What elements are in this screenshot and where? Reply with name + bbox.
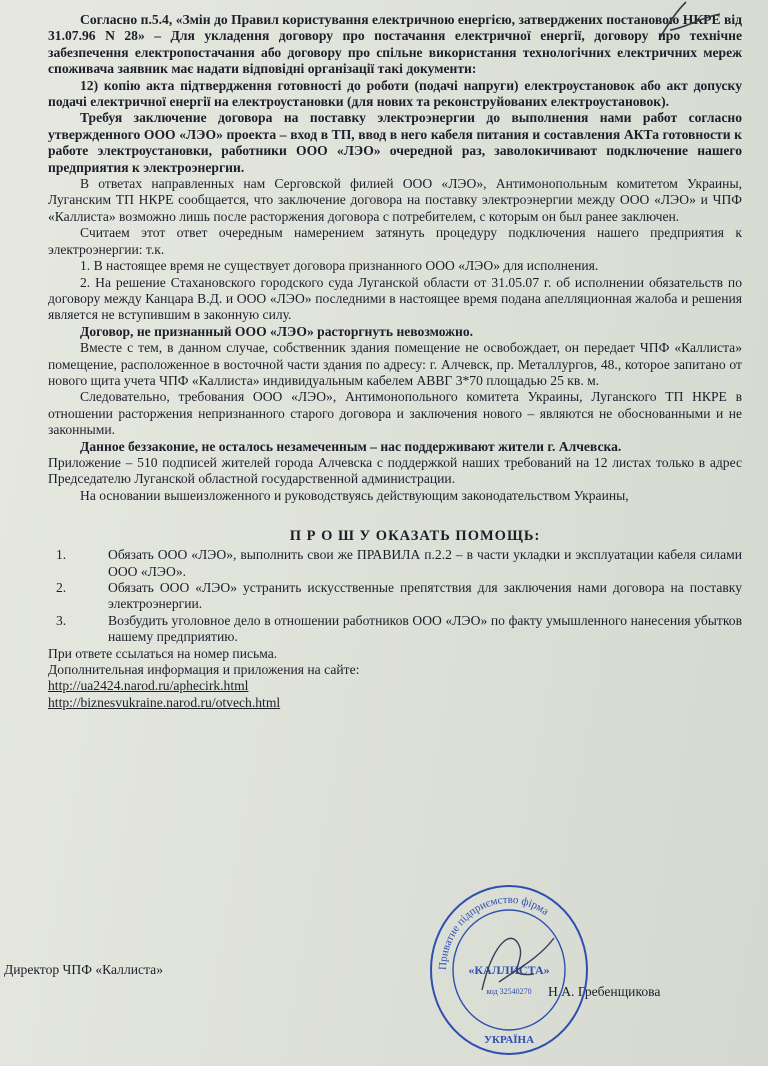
paragraph-premises: Вместе с тем, в данном случае, собственник здания помещение не освобождает, он передает ЧПФ «Каллиста» помещение, расположенное в восточной части здания по адресу: г. Алчевск, пр. Металлургов, 48., которое запитано от нового щита учета ЧПФ «Каллиста» индивидуальным кабелем АВВГ 3*70 площадью 25 кв. м. bbox=[48, 340, 742, 388]
list-item-number: 3. bbox=[56, 612, 67, 628]
paragraph-document-item: 12) копію акта підтвердження готовності до роботи (подачі напруги) електроустановок або акт допуску подачі електричної енергії на електроустановки (для нових та реконструйованих електроустановок). bbox=[48, 77, 742, 110]
paragraph-appendix: Приложение – 510 подписей жителей города Алчевска с поддержкой наших требований на 12 листах только в адрес Председателю Луганской областной государственной администрации. bbox=[48, 454, 742, 487]
stamp-outer-text: Приватне підприємство фірма bbox=[436, 893, 551, 971]
signer-name: Н.А. Гребенщикова bbox=[548, 984, 661, 999]
list-item bbox=[48, 580, 742, 613]
request-list bbox=[48, 547, 742, 645]
paragraph-support: Данное беззаконие, не осталось незамеченным – нас поддерживают жители г. Алчевска. bbox=[80, 438, 622, 454]
paragraph-legal-quote: Согласно п.5.4, «Змін до Правил користування електричною енергією, затверджених постановою НКРЕ від 31.07.96 N 28» – Для укладення договору про постачання електричної енергії, договору про технічне забезпечення електропостачання або договору про спільне використання технологічних електричних мереж споживача заявник має надати відповідні організації такі документи: bbox=[48, 12, 742, 77]
company-stamp-icon bbox=[424, 878, 594, 1058]
list-item-text: Обязать ООО «ЛЭО», выполнить свои же ПРАВИЛА п.2.2 – в части укладки и эксплуатации кабеля силами ООО «ЛЭО». bbox=[108, 547, 742, 579]
paragraph-responses: В ответах направленных нам Серговской филией ООО «ЛЭО», Антимонопольным комитетом Украины, Луганским ТП НКРЕ сообщается, что заключение договора на поставку электроэнергии между ООО «ЛЭО» и ЧПФ «Каллиста» возможно лишь после расторжения договора с потребителем, с которым он был ранее заключен. bbox=[48, 176, 742, 224]
paragraph-reason-2: 2. На решение Стахановского городского суда Луганской области от 31.05.07 г. об исполнении обязательств по договору между Канцара В.Д. и ООО «ЛЭО» последними в настоящее время подана апелляционная жалоба и решения является не вступившим в законную силу. bbox=[48, 274, 742, 323]
handwritten-mark-icon bbox=[640, 0, 730, 40]
request-heading: П Р О Ш У ОКАЗАТЬ ПОМОЩЬ: bbox=[289, 528, 541, 545]
list-item-number: 2. bbox=[56, 580, 67, 595]
paragraph-requirement: Требуя заключение договора на поставку электроэнергии до выполнения нами работ согласно утвержденного ООО «ЛЭО» проекта – вход в ТП, ввод в него кабеля питания и составления АКТа готовности к работе электроустановки, работники ООО «ЛЭО» очередной раз, заволокичивают подключение нашего предприятия к электроэнергии. bbox=[48, 110, 742, 175]
director-title: Директор ЧПФ «Каллиста» bbox=[4, 962, 163, 977]
paragraph-consequence: Следовательно, требования ООО «ЛЭО», Антимонопольного комитета Украины, Луганского ТП НКРЕ в отношении расторжения непризнанного старого договора и заключения нового – являются не обоснованными и не законными. bbox=[48, 389, 742, 438]
website-link-2[interactable]: http://biznesvukraine.narod.ru/otvech.html bbox=[48, 694, 281, 710]
list-item-text: Обязать ООО «ЛЭО» устранить искусственные препятствия для заключения нами договора на поставку электроэнергии. bbox=[108, 580, 742, 612]
paragraph-basis: На основании вышеизложенного и руководствуясь действующим законодательством Украины, bbox=[80, 487, 629, 503]
stamp-bottom-text: УКРАЇНА bbox=[483, 1034, 535, 1046]
list-item-number: 1. bbox=[56, 547, 67, 563]
paragraph-reason-1: 1. В настоящее время не существует договора признанного ООО «ЛЭО» для исполнения. bbox=[80, 258, 599, 274]
reply-note: При ответе ссылаться на номер письма. bbox=[48, 645, 278, 661]
stamp-center-text: «КАЛЛИСТА» bbox=[468, 963, 550, 977]
more-info-note: Дополнительная информация и приложения на сайте: bbox=[48, 662, 360, 678]
stamp-code: код 32540270 bbox=[486, 987, 532, 996]
list-item-text: Возбудить уголовное дело в отношении работников ООО «ЛЭО» по факту умышленного нанесения убытков нашему предприятию. bbox=[108, 612, 742, 645]
list-item bbox=[48, 547, 742, 580]
paragraph-conclusion: Договор, не признанный ООО «ЛЭО» расторгнуть невозможно. bbox=[80, 323, 474, 339]
list-item bbox=[48, 613, 742, 646]
paragraph-opinion: Считаем этот ответ очередным намерением затянуть процедуру подключения нашего предприятия к электроэнергии: т.к. bbox=[48, 225, 742, 257]
website-link-1[interactable]: http://ua2424.narod.ru/aphecirk.html bbox=[48, 678, 249, 694]
